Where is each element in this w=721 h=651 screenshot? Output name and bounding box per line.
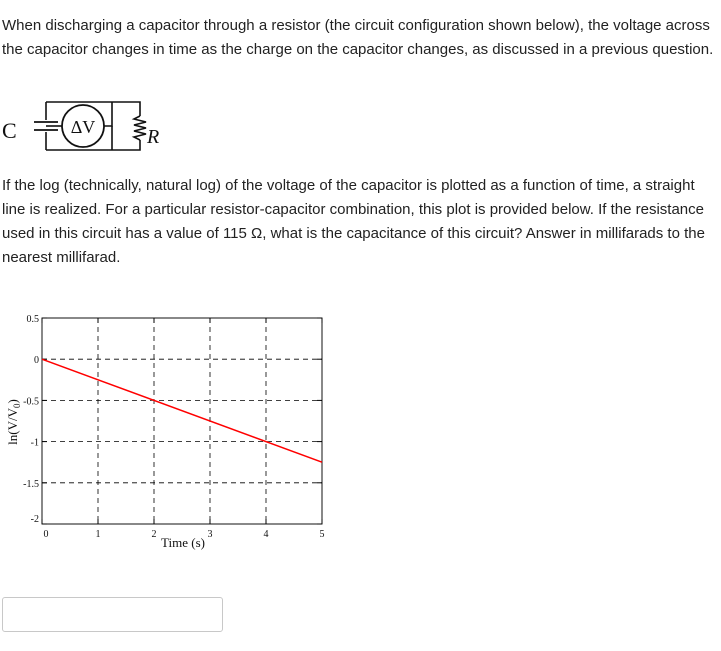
ln-voltage-vs-time-chart (0, 306, 340, 566)
y-axis-label-suffix: ) (5, 399, 20, 404)
x-tick-label: 0 (43, 529, 49, 540)
x-axis-label: Time (s) (161, 535, 205, 550)
question-paragraph-1: When discharging a capacitor through a resistor (the circuit configuration shown below), the voltage across the capacitor changes in time as the charge on the capacitor changes, as discussed in a previous question. (2, 17, 714, 58)
y-tick-label: -2 (30, 514, 39, 525)
x-tick-label: 2 (151, 529, 157, 540)
x-tick-label: 1 (95, 529, 101, 540)
rc-circuit-diagram (0, 94, 170, 166)
y-tick-label: 0 (34, 355, 39, 367)
resistor-symbol (134, 116, 146, 140)
voltmeter-label: ΔV (70, 117, 96, 137)
x-tick-label: 3 (207, 529, 213, 540)
y-tick-label: -1.5 (23, 478, 39, 490)
capacitor-label: C (2, 118, 17, 143)
y-tick-label: -0.5 (23, 396, 39, 408)
y-axis-label-main: ln(V/V (5, 408, 20, 445)
x-tick-label: 4 (263, 529, 269, 540)
plot-frame (42, 318, 322, 524)
y-axis-label-subscript: 0 (12, 403, 22, 408)
y-tick-label: 0.5 (26, 314, 39, 325)
y-axis-label (5, 399, 22, 445)
question-paragraph-2: If the log (technically, natural log) of the voltage of the capacitor is plotted as a function of time, a straight line is realized. For a particular resistor-capacitor combination, this plot is provided below. If the resistance used in this circuit has a value of 115 Ω, what is the capacitance of this circuit? Answer in millifarads to the nearest millifarad. (2, 177, 705, 266)
x-tick-label: 5 (319, 529, 325, 540)
resistor-label: R (147, 126, 160, 148)
answer-input[interactable] (2, 597, 223, 632)
y-tick-label: -1 (30, 437, 39, 449)
y-tick-labels (23, 314, 39, 525)
